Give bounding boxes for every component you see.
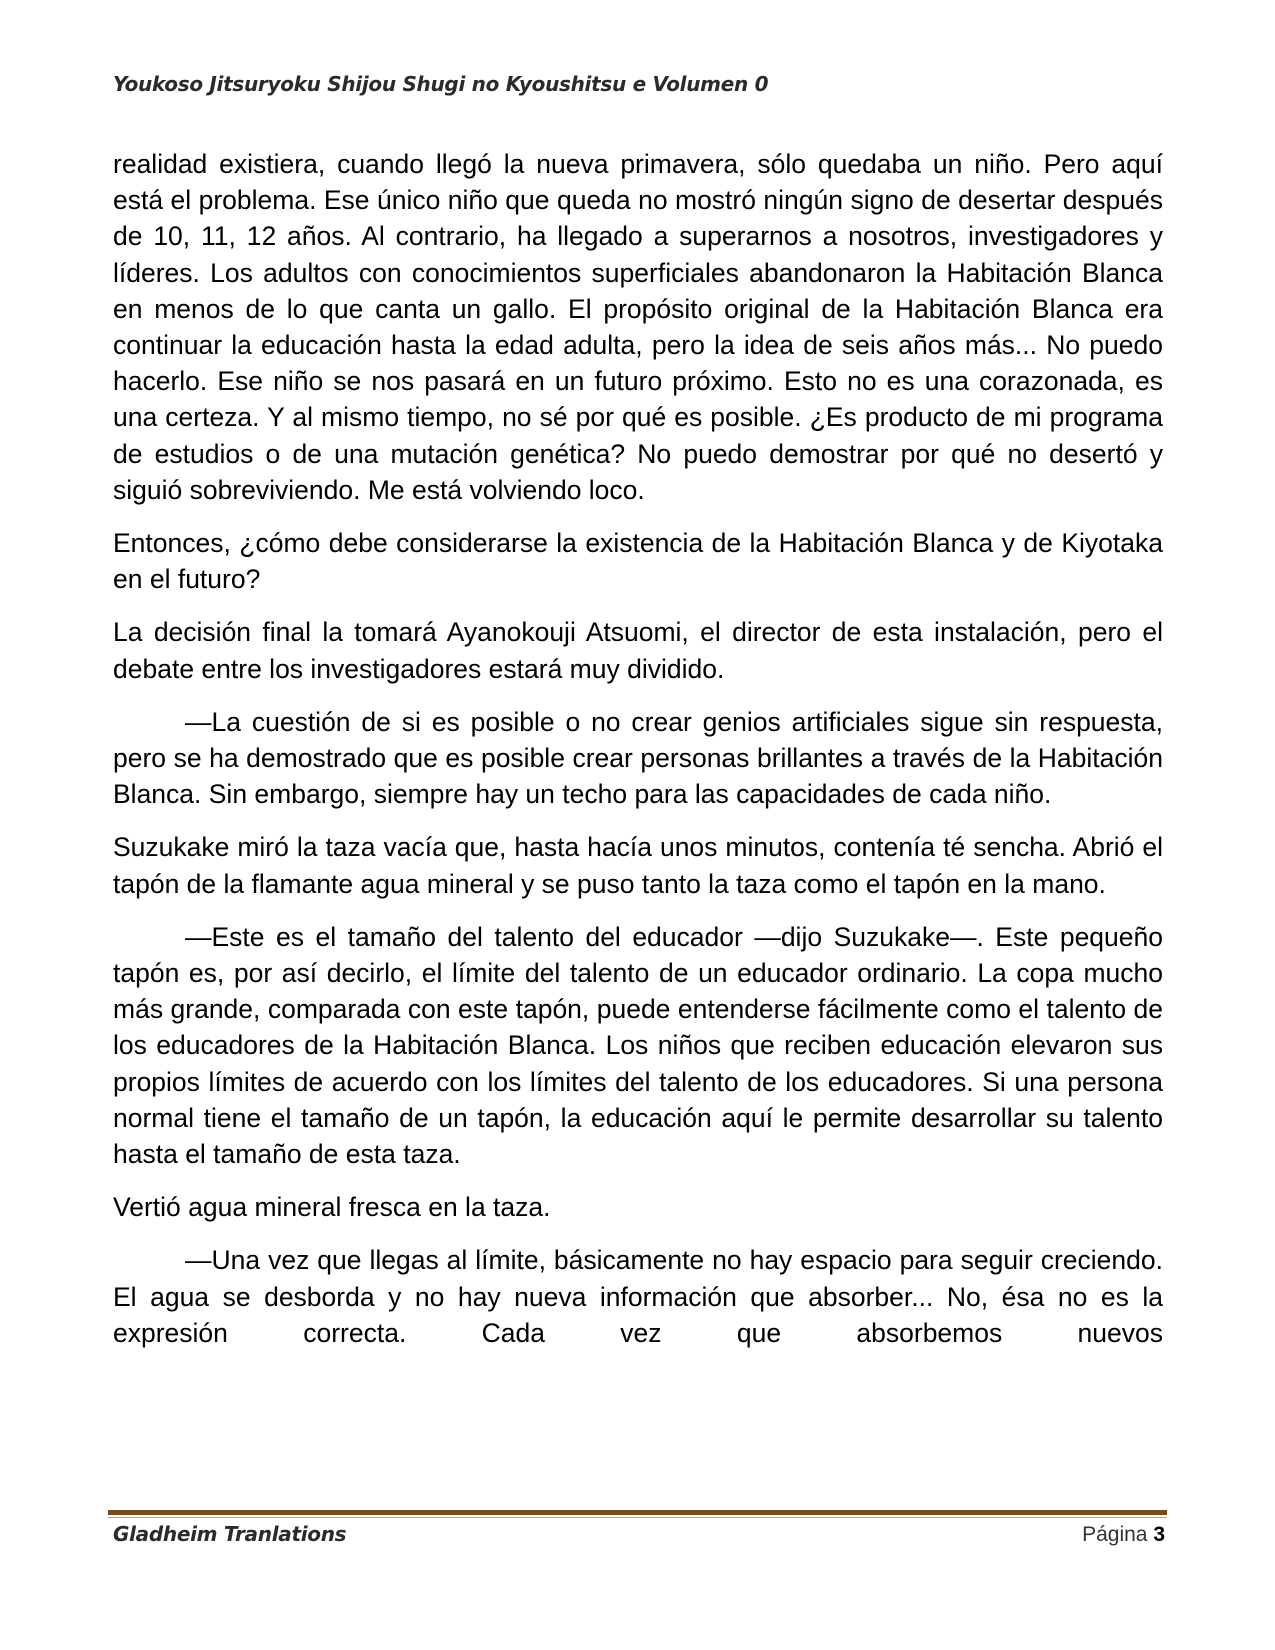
page-label: Página: [1082, 1523, 1148, 1546]
dialogue-paragraph: —La cuestión de si es posible o no crear genios artificiales sigue sin respuesta, pero se ha demostrado que es posible crear personas brillantes a través de la Habitación Blanca. Sin embargo, siempre hay un techo para las capacidades de cada niño.: [113, 706, 1163, 810]
paragraph: Entonces, ¿cómo debe considerarse la existencia de la Habitación Blanca y de Kiyotaka en el futuro?: [113, 528, 1163, 595]
dialogue-paragraph: —Una vez que llegas al límite, básicamente no hay espacio para seguir creciendo. El agua se desborda y no hay nueva información que absorber... No, ésa no es la expresión correcta. Cada vez que absorbemos nuevos: [113, 1245, 1163, 1348]
paragraph: realidad existiera, cuando llegó la nueva primavera, sólo quedaba un niño. Pero aquí está el problema. Ese único niño que queda no mostró ningún signo de desertar después de 10, 11, 12 años. Al contrario, ha llegado a superarnos a nosotros, investigadores y líderes. Los adultos con conocimientos superficiales abandonaron la Habitación Blanca en menos de lo que canta un gallo. El propósito original de la Habitación Blanca era continuar la educación hasta la edad adulta, pero la idea de seis años más... No puedo hacerlo. Ese niño se nos pasará en un futuro próximo. Esto no es una corazonada, es una certeza. Y al mismo tiempo, no sé por qué es posible. ¿Es producto de mi programa de estudios o de una mutación genética? No puedo demostrar por qué no desertó y siguió sobreviviendo. Me está volviendo loco.: [113, 149, 1163, 505]
body-text: [113, 146, 1163, 1368]
dialogue-paragraph: —Este es el tamaño del talento del educador —dijo Suzukake—. Este pequeño tapón es, por así decirlo, el límite del talento de un educador ordinario. La copa mucho más grande, comparada con este tapón, puede entenderse fácilmente como el talento de los educadores de la Habitación Blanca. Los niños que reciben educación elevaron sus propios límites de acuerdo con los límites del talento de los educadores. Si una persona normal tiene el tamaño de un tapón, la educación aquí le permite desarrollar su talento hasta el tamaño de esta taza.: [113, 921, 1163, 1170]
paragraph: Vertió agua mineral fresca en la taza.: [113, 1192, 551, 1223]
footer-rule-thick: [108, 1510, 1167, 1515]
paragraph: Suzukake miró la taza vacía que, hasta hacía unos minutos, contenía té sencha. Abrió el tapón de la flamante agua mineral y se puso tanto la taza como el tapón en la mano.: [113, 832, 1163, 899]
paragraph: La decisión final la tomará Ayanokouji Atsuomi, el director de esta instalación, pero el debate entre los investigadores estará muy dividido.: [113, 617, 1163, 684]
page-number: 3: [1153, 1523, 1165, 1546]
page-indicator: [1082, 1523, 1165, 1547]
running-header: Youkoso Jitsuryoku Shijou Shugi no Kyoushitsu e Volumen 0: [113, 72, 769, 96]
footer-credit: Gladheim Tranlations: [113, 1522, 347, 1546]
footer-rule-thin: [108, 1517, 1167, 1518]
